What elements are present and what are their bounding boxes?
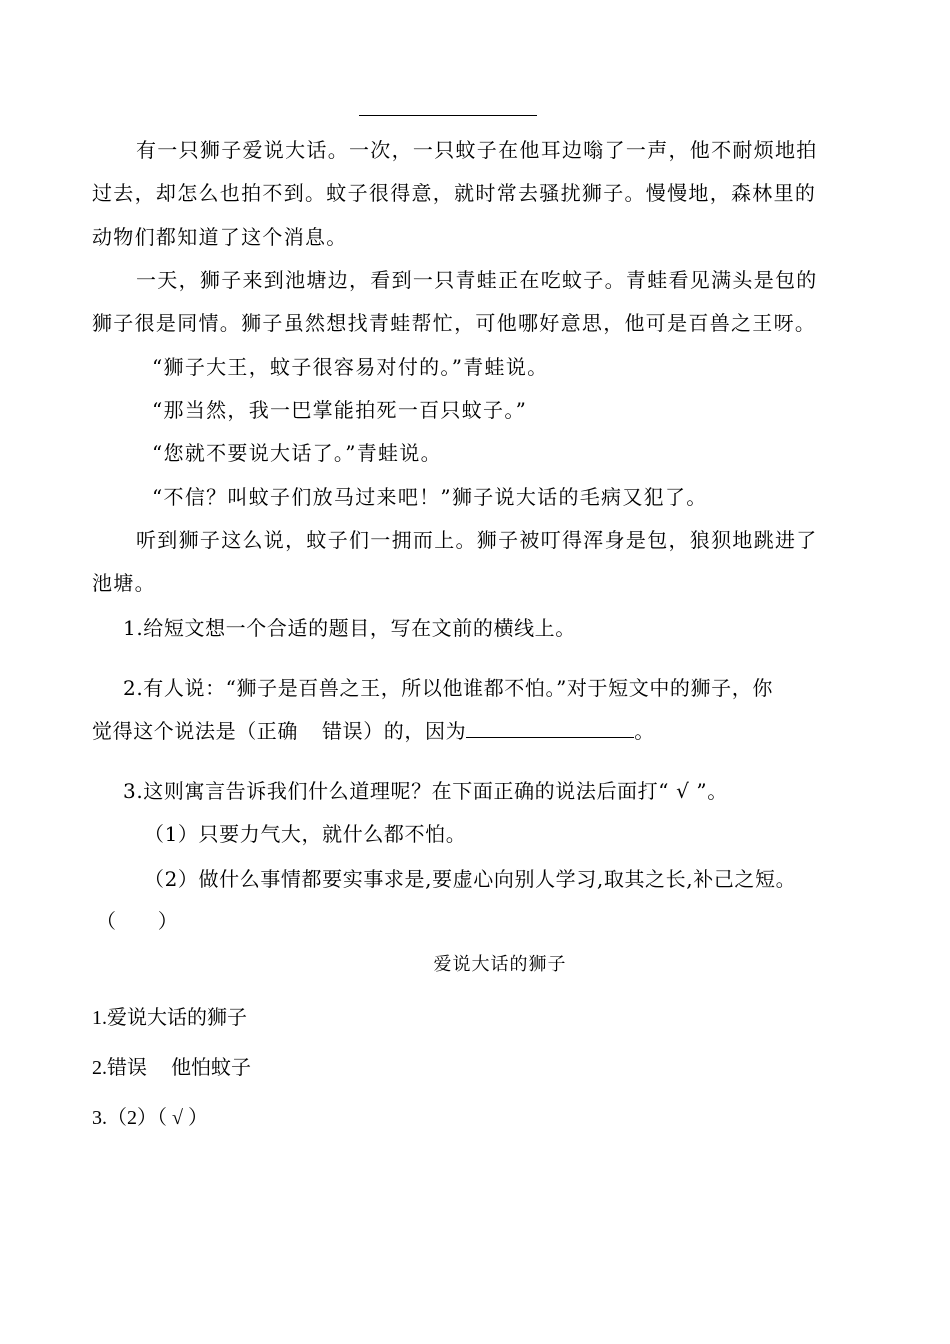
dialogue-line1: “狮子大王，蚊子很容易对付的。”青蛙说。: [152, 355, 549, 379]
answer-3: 3.（2）（ √ ）: [92, 1107, 208, 1129]
question-3: 3.这则寓言告诉我们什么道理呢？在下面正确的说法后面打“ √ ”。: [123, 779, 728, 803]
dialogue-line2: “那当然，我一巴掌能拍死一百只蚊子。”: [152, 398, 528, 422]
story-p2-line2: 狮子很是同情。狮子虽然想找青蛙帮忙，可他哪好意思，他可是百兽之王呀。: [92, 311, 817, 335]
dialogue-line3: “您就不要说大话了。”青蛙说。: [152, 441, 442, 465]
title-blank-line: [359, 115, 537, 116]
question-2-choice-wrong: 错误）的，因为: [322, 719, 467, 743]
reason-blank[interactable]: [466, 719, 634, 738]
story-p1-line1: 有一只狮子爱说大话。一次，一只蚊子在他耳边嗡了一声，他不耐烦地拍: [136, 138, 818, 162]
answer-2-reason: 他怕蚊子: [171, 1057, 251, 1079]
story-p3-line1: 听到狮子这么说，蚊子们一拥而上。狮子被叮得浑身是包，狼狈地跳进了: [136, 528, 818, 552]
story-p1-line2: 过去，却怎么也拍不到。蚊子很得意，就时常去骚扰狮子。慢慢地，森林里的: [92, 181, 817, 205]
story-p3-line2: 池塘。: [92, 571, 156, 595]
answer-1: 1.爱说大话的狮子: [92, 1007, 247, 1029]
question-3-answer-parens: （ ）: [96, 909, 179, 933]
answer-2-choice: 2.错误: [92, 1057, 147, 1079]
question-3-option-1: （1）只要力气大，就什么都不怕。: [144, 822, 467, 846]
question-2-line2: [92, 718, 655, 744]
story-p1-line3: 动物们都知道了这个消息。: [92, 225, 348, 249]
answer-2: [92, 1055, 251, 1081]
dialogue-line4: “不信？叫蚊子们放马过来吧！”狮子说大话的毛病又犯了。: [152, 485, 708, 509]
answer-section-title: 爱说大话的狮子: [433, 954, 567, 975]
question-2-line1: 2.有人说：“狮子是百兽之王，所以他谁都不怕。”对于短文中的狮子，你: [123, 676, 773, 700]
story-p2-line1: 一天，狮子来到池塘边，看到一只青蛙正在吃蚊子。青蛙看见满头是包的: [136, 268, 818, 292]
question-2-end: 。: [634, 719, 655, 743]
question-2-choice-correct: 觉得这个说法是（正确: [92, 719, 298, 743]
question-1: 1.给短文想一个合适的题目，写在文前的横线上。: [123, 616, 576, 640]
question-3-option-2: （2）做什么事情都要实事求是,要虚心向别人学习,取其之长,补己之短。: [144, 867, 797, 891]
